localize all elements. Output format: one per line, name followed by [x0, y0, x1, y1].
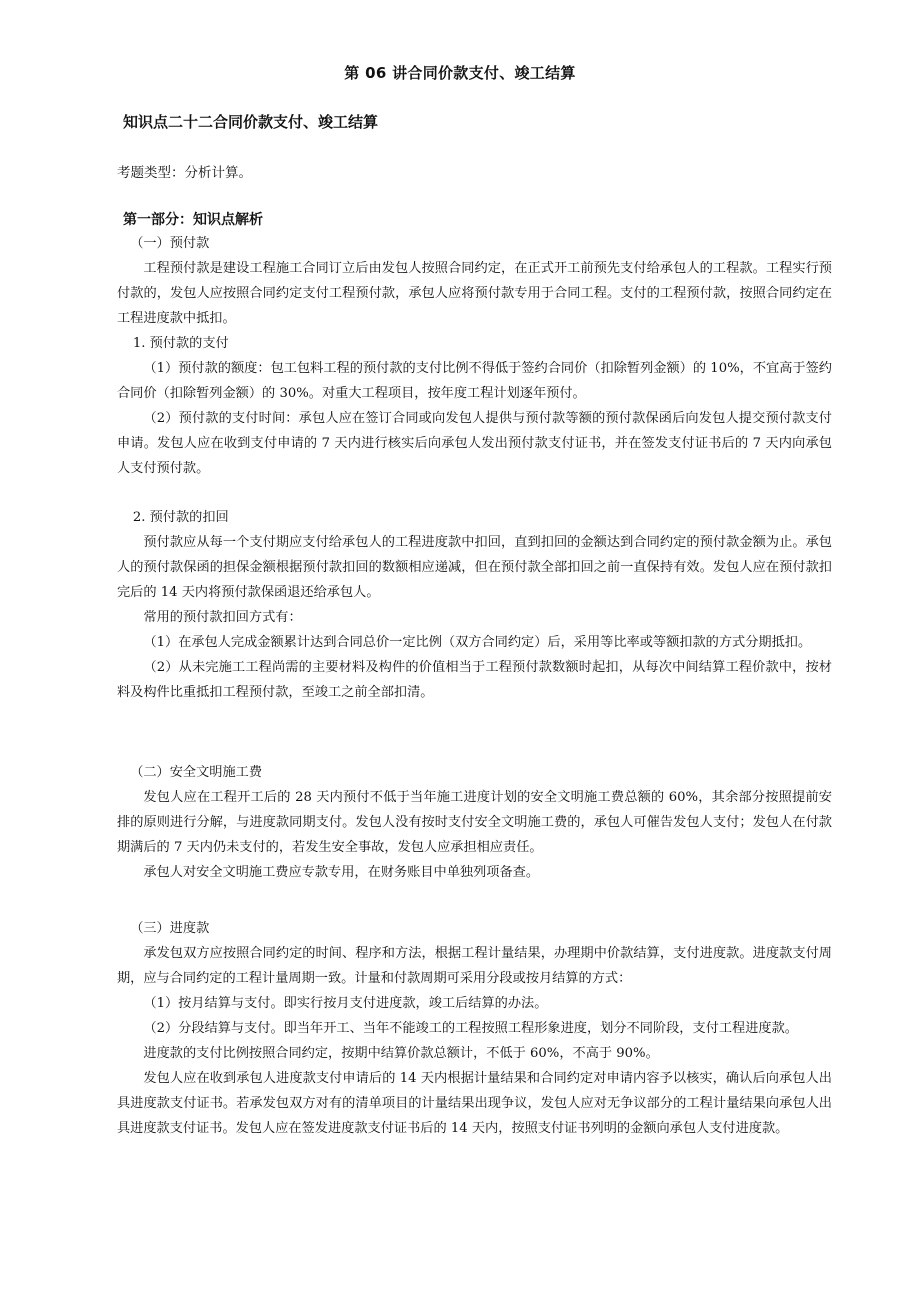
- list-item: （1）在承包人完成金额累计达到合同总价一定比例（双方合同约定）后，采用等比率或等额扣款的方式分期抵扣。: [143, 635, 812, 650]
- subsection-heading: 1. 预付款的支付: [132, 336, 229, 351]
- paragraph: 发包人应在收到承包人进度款支付申请后的 14 天内根据计量结果和合同约定对申请内容予以核实，确认后向承包人出具进度款支付证书。若承发包双方对有的清单项目的计量结果出现争议，发包人应对无争议部分的工程计量结果向承包人出具进度款支付证书。发包人应在签发进度款支付证书后的 14 天内，按照支付证书列明的金额向承包人支付进度款。: [117, 1071, 832, 1136]
- paragraph: 承发包双方应按照合同约定的时间、程序和方法，根据工程计量结果，办理期中价款结算，支付进度款。进度款支付周期，应与合同约定的工程计量周期一致。计量和付款周期可采用分段或按月结算的方式：: [117, 946, 832, 986]
- part1-heading: 第一部分：知识点解析: [123, 212, 263, 228]
- section-progress-payment: [117, 916, 832, 1141]
- section-heading: （二）安全文明施工费: [130, 765, 263, 780]
- document-title: 第 06 讲合同价款支付、竣工结算: [344, 64, 576, 82]
- subsection-heading: 2. 预付款的扣回: [132, 510, 229, 525]
- list-item: （1）按月结算与支付。即实行按月支付进度款，竣工后结算的办法。: [143, 996, 548, 1011]
- paragraph: 工程预付款是建设工程施工合同订立后由发包人按照合同约定，在正式开工前预先支付给承包人的工程款。工程实行预付款的，发包人应按照合同约定支付工程预付款，承包人应将预付款专用于合同工程。支付的工程预付款，按照合同约定在工程进度款中抵扣。: [117, 261, 832, 326]
- paragraph: 发包人应在工程开工后的 28 天内预付不低于当年施工进度计划的安全文明施工费总额的 60%，其余部分按照提前安排的原则进行分解，与进度款同期支付。发包人没有按时支付安全文明施工费的，承包人可催告发包人支付；发包人在付款期满后的 7 天内仍未支付的，若发生安全事故，发包人应承担相应责任。: [117, 790, 832, 855]
- section-heading: （一）预付款: [130, 236, 210, 251]
- paragraph: 承包人对安全文明施工费应专款专用，在财务账目中单独列项备查。: [143, 865, 540, 880]
- exam-type-line: 考题类型：分析计算。: [117, 165, 252, 181]
- section-advance-payment: [117, 231, 832, 705]
- section-safety-fee: [117, 760, 832, 885]
- list-item: （2）分段结算与支付。即当年开工、当年不能竣工的工程按照工程形象进度，划分不同阶段，支付工程进度款。: [143, 1021, 798, 1036]
- section-heading: （三）进度款: [130, 921, 210, 936]
- paragraph: 预付款应从每一个支付期应支付给承包人的工程进度款中扣回，直到扣回的金额达到合同约定的预付款金额为止。承包人的预付款保函的担保金额根据预付款扣回的数额相应递减，但在预付款全部扣回之前一直保持有效。发包人应在预付款扣完后的 14 天内将预付款保函退还给承包人。: [117, 535, 832, 600]
- knowledge-point-title: 知识点二十二合同价款支付、竣工结算: [123, 113, 379, 131]
- paragraph: 进度款的支付比例按照合同约定，按期中结算价款总额计，不低于 60%，不高于 90%。: [143, 1046, 659, 1061]
- list-item: （1）预付款的额度：包工包料工程的预付款的支付比例不得低于签约合同价（扣除暂列金额）的 10%，不宜高于签约合同价（扣除暂列金额）的 30%。对重大工程项目，按年度工程计划逐年预付。: [117, 361, 832, 401]
- list-item: （2）从未完施工工程尚需的主要材料及构件的价值相当于工程预付款数额时起扣，从每次中间结算工程价款中，按材料及构件比重抵扣工程预付款，至竣工之前全部扣清。: [117, 660, 832, 700]
- list-item: （2）预付款的支付时间：承包人应在签订合同或向发包人提供与预付款等额的预付款保函后向发包人提交预付款支付申请。发包人应在收到支付申请的 7 天内进行核实后向承包人发出预付款支付证书，并在签发支付证书后的 7 天内向承包人支付预付款。: [117, 411, 832, 476]
- paragraph: 常用的预付款扣回方式有：: [143, 610, 302, 625]
